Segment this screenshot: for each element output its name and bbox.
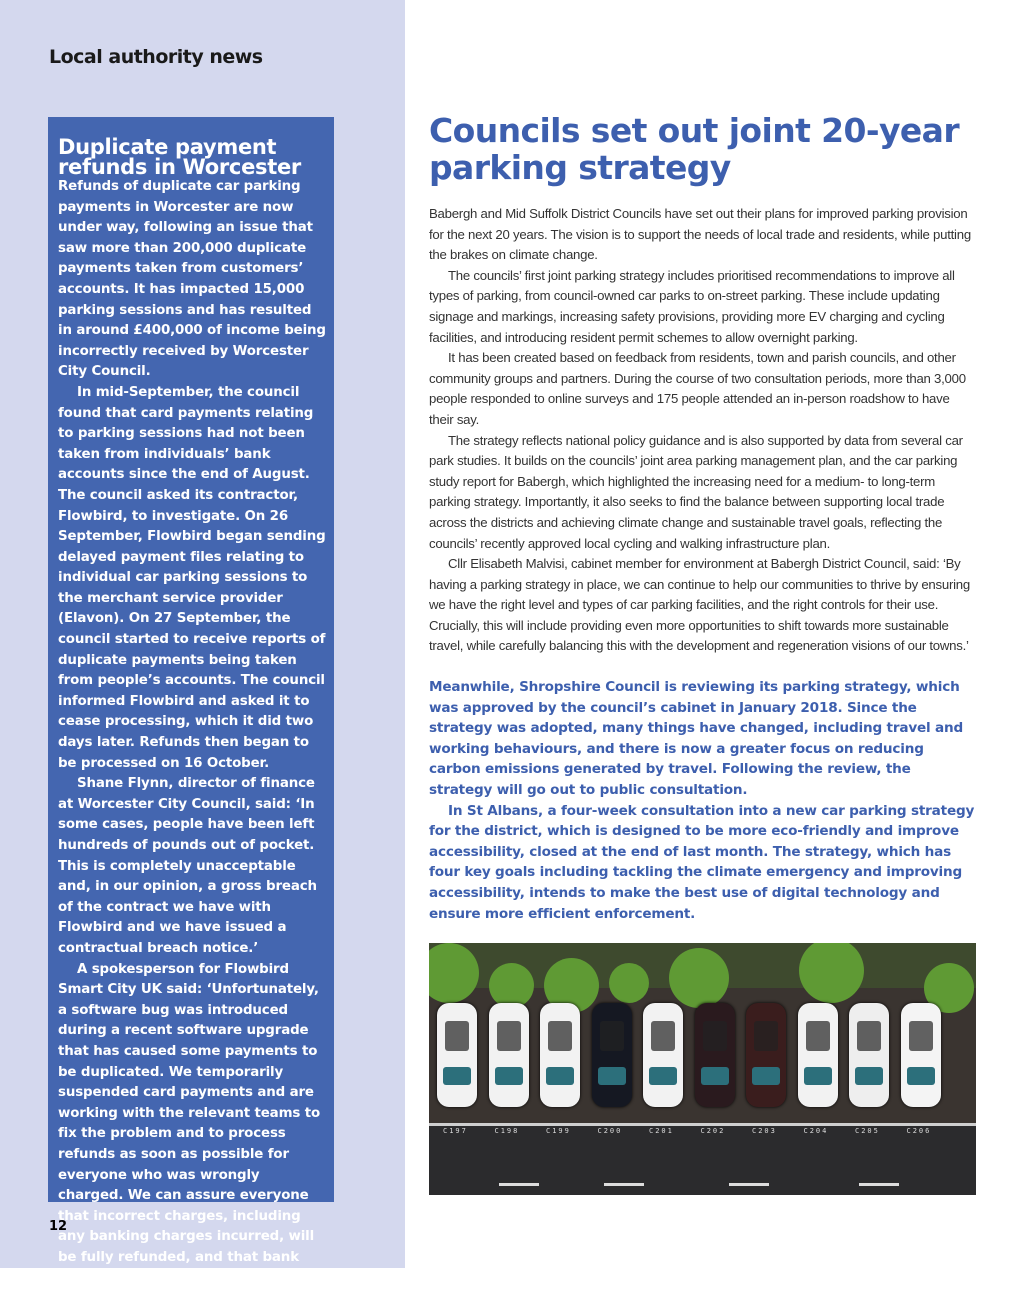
sidebar-paragraph: Refunds of duplicate car parking payments in Worcester are now under way, following an issue that saw more than 200,000 duplicate payments taken from customers’ accounts. It has impacted 15,000 parking sessions and has resulted in around £400,000 of income being incorrectly received by Worcester City Council.: [58, 179, 326, 380]
parked-car: [746, 1003, 786, 1107]
page-number: 12: [49, 1219, 68, 1234]
sidebar-paragraph: In mid-September, the council found that card payments relating to parking sessions had not been taken from individuals’ bank accounts since the end of August. The council asked its contractor, Flowbird, to investigate. On 26 September, Flowbird began sending delayed payment files relating to individual car parking sessions to the merchant service provider (Elavon). On 27 September, the council started to receive reports of duplicate payments being taken from people’s accounts. The council informed Flowbird and asked it to cease processing, which it did two days later. Refunds then began to be processed on 16 October.: [58, 384, 326, 771]
bay-label: C197: [443, 1127, 468, 1135]
bay-label: C198: [494, 1127, 520, 1135]
bay-label: C202: [700, 1127, 726, 1135]
parked-car: [592, 1003, 632, 1107]
road-marking: [859, 1183, 899, 1186]
sidebar-paragraph: A spokesperson for Flowbird Smart City UK said: ‘Unfortunately, a software bug was introduced during a recent software upgrade that has caused some payments to be duplicated. We temporarily suspended card payments and are working with the relevant teams to fix the problem and to process refunds as soon as possible for everyone who was wrongly charged. We can assure everyone that incorrect charges, including any banking charges incurred, will be fully refunded, and that bank card payments will be back up and running as soon as possible.’: [58, 961, 321, 1307]
bay-label: C200: [597, 1127, 623, 1135]
parked-car: [901, 1003, 941, 1107]
parked-car: [643, 1003, 683, 1107]
tree: [799, 943, 864, 1003]
parked-car: [489, 1003, 529, 1107]
article-headline: Councils set out joint 20-year parking strategy: [429, 111, 960, 187]
bay-label: C206: [906, 1127, 932, 1135]
tree: [609, 963, 649, 1003]
article-paragraph: The councils’ first joint parking strategy includes prioritised recommendations to improve all types of parking, from council-owned car parks to on-street parking. These include updating signage and markings, increasing safety provisions, providing more EV charging and cycling facilities, and introducing resident permit schemes to allow overnight parking.: [429, 267, 955, 345]
bay-label: C199: [546, 1127, 571, 1135]
section-title: Local authority news: [49, 46, 263, 68]
sidebar-title: Duplicate payment refunds in Worcester: [58, 135, 301, 179]
parked-car: [695, 1003, 735, 1107]
bay-label: C204: [803, 1127, 829, 1135]
tree: [669, 948, 729, 1008]
car-park-aerial-photo: [429, 943, 976, 1195]
parked-car: [540, 1003, 580, 1107]
bay-label: C203: [752, 1127, 777, 1135]
article-paragraph: It has been created based on feedback from residents, town and parish councils, and other community groups and partners. During the course of two consultation periods, more than 3,000 people responded to online surveys and 175 people attended an in-person roadshow to have their say.: [429, 350, 966, 427]
article-paragraph: The strategy reflects national policy guidance and is also supported by data from several car park studies. It builds on the councils’ joint area parking management plan, and the car parking study report for Babergh, which highlighted the increasing need for a medium- to long-term parking strategy. Importantly, it also seeks to find the balance between supporting local trade across the districts and achieving climate change and sustainable travel goals, reflecting the councils’ recently approved local cycling and walking infrastructure plan.: [429, 432, 963, 551]
road-marking: [604, 1183, 644, 1186]
article-paragraph: Babergh and Mid Suffolk District Councils have set out their plans for improved parking provision for the next 20 years. The vision is to support the needs of local trade and residents, while putting the brakes on climate change.: [429, 206, 971, 263]
parked-car: [849, 1003, 889, 1107]
parked-car: [437, 1003, 477, 1107]
road-marking: [499, 1183, 539, 1186]
article-body: [429, 204, 977, 924]
highlight-paragraph: Meanwhile, Shropshire Council is reviewing its parking strategy, which was approved by the council’s cabinet in January 2018. Since the strategy was adopted, many things have changed, including travel and working behaviours, and there is now a greater focus on reducing carbon emissions generated by travel. Following the review, the strategy will go out to public consultation.: [429, 679, 963, 799]
bay-label: C201: [649, 1127, 674, 1135]
tree: [489, 963, 534, 1008]
sidebar-paragraph: Shane Flynn, director of finance at Worcester City Council, said: ‘In some cases, people have been left hundreds of pounds out of pocket. This is completely unacceptable and, in our opinion, a gross breach of the contract we have with Flowbird and we have issued a contractual breach notice.’: [58, 776, 317, 956]
article-paragraph: Cllr Elisabeth Malvisi, cabinet member for environment at Babergh District Council, said: ‘By having a parking strategy in place, we can continue to help our communities to thrive by ensuring we have the right level and types of car parking facilities, and the right controls for their use. Crucially, this will include providing even more opportunities to shift towards more sustainable travel, while carefully balancing this with the development and regeneration visions of our towns.’: [429, 556, 970, 654]
highlight-paragraph: In St Albans, a four-week consultation into a new car parking strategy for the district, which is designed to be more eco-friendly and improve accessibility, closed at the end of last month. The strategy, which has four key goals including tackling the climate emergency and improving accessibility, intends to make the best use of digital technology and ensure more efficient enforcement.: [429, 802, 975, 922]
bay-label: C205: [855, 1127, 880, 1135]
road-line: [429, 1123, 976, 1126]
parked-car: [798, 1003, 838, 1107]
road-marking: [729, 1183, 769, 1186]
